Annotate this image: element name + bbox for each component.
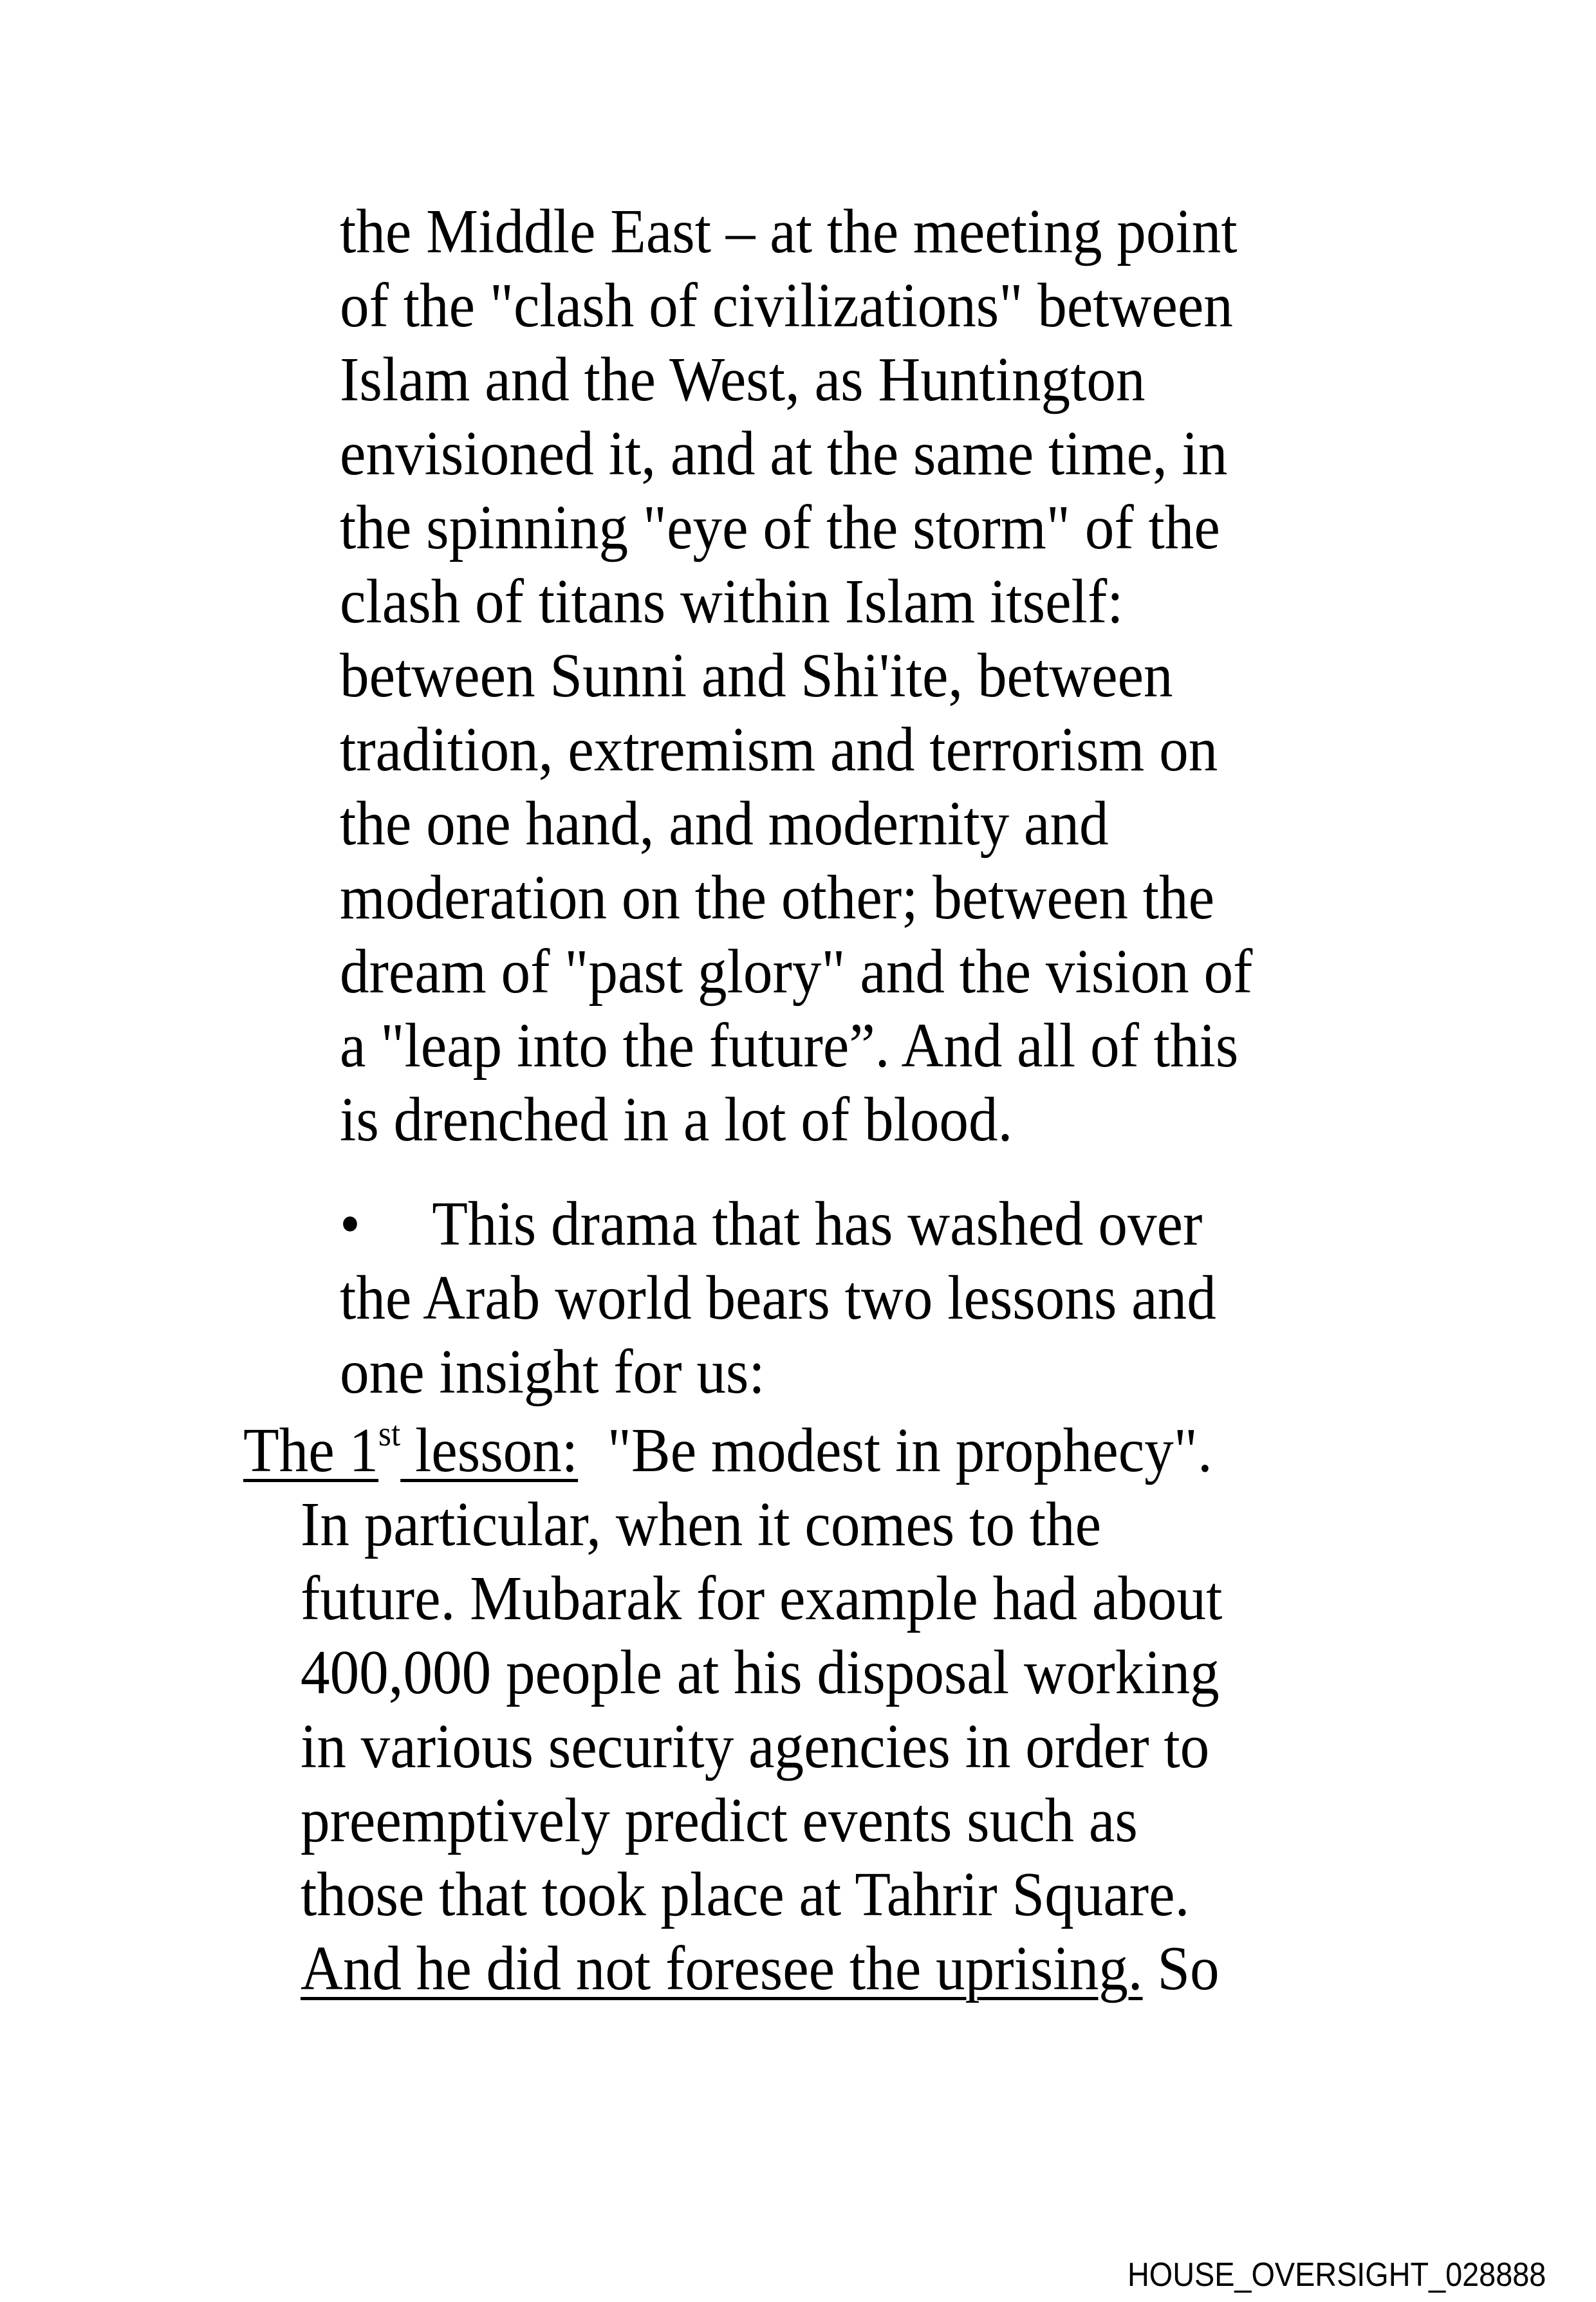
text-line: preemptively predict events such as [301,1786,1138,1855]
text-line: Islam and the West, as Huntington [340,345,1146,414]
text-line: the Arab world bears two lessons and [340,1263,1216,1333]
text-line: of the "clash of civilizations" between [340,271,1233,340]
paragraph-continuation [340,195,1321,1157]
text-line: between Sunni and Shi'ite, between [340,641,1173,710]
text-line: is drenched in a lot of blood. [340,1085,1013,1155]
lesson-heading [243,1414,1285,1488]
lesson-label-rest: lesson: [400,1416,579,1485]
text-line: tradition, extremism and terrorism on [340,715,1218,784]
text-line: those that took place at Tahrir Square. [301,1860,1190,1929]
underlined-sentence: And he did not foresee the uprising. [301,1934,1143,2003]
lesson-title: "Be modest in prophecy". [578,1416,1212,1485]
text-line: future. Mubarak for example had about [301,1564,1223,1633]
text-line: one insight for us: [340,1337,765,1407]
bullet-line [340,1187,1216,1261]
ordinal-suffix: st [378,1414,401,1453]
text-line: envisioned it, and at the same time, in [340,419,1228,488]
text-line: the one hand, and modernity and [340,789,1109,859]
text-line: 400,000 people at his disposal working [301,1638,1220,1707]
lesson-body [301,1488,1292,2006]
lesson-label: The 1 [243,1416,379,1485]
text-line: In particular, when it comes to the [301,1490,1102,1559]
text-line: the spinning "eye of the storm" of the [340,493,1220,562]
text-line: in various security agencies in order to [301,1712,1210,1781]
document-id: HOUSE_OVERSIGHT_028888 [1127,2256,1546,2294]
text-line: This drama that has washed over [432,1189,1203,1259]
bullet-paragraph [340,1187,1282,1409]
text-line: the Middle East – at the meeting point [340,197,1238,266]
text-line: clash of titans within Islam itself: [340,567,1124,636]
text-line: dream of "past glory" and the vision of [340,937,1253,1007]
text-line: So [1142,1934,1220,2003]
text-line: a "leap into the future”. And all of this [340,1011,1239,1081]
text-line: moderation on the other; between the [340,863,1215,933]
bullet-icon: • [340,1189,360,1259]
